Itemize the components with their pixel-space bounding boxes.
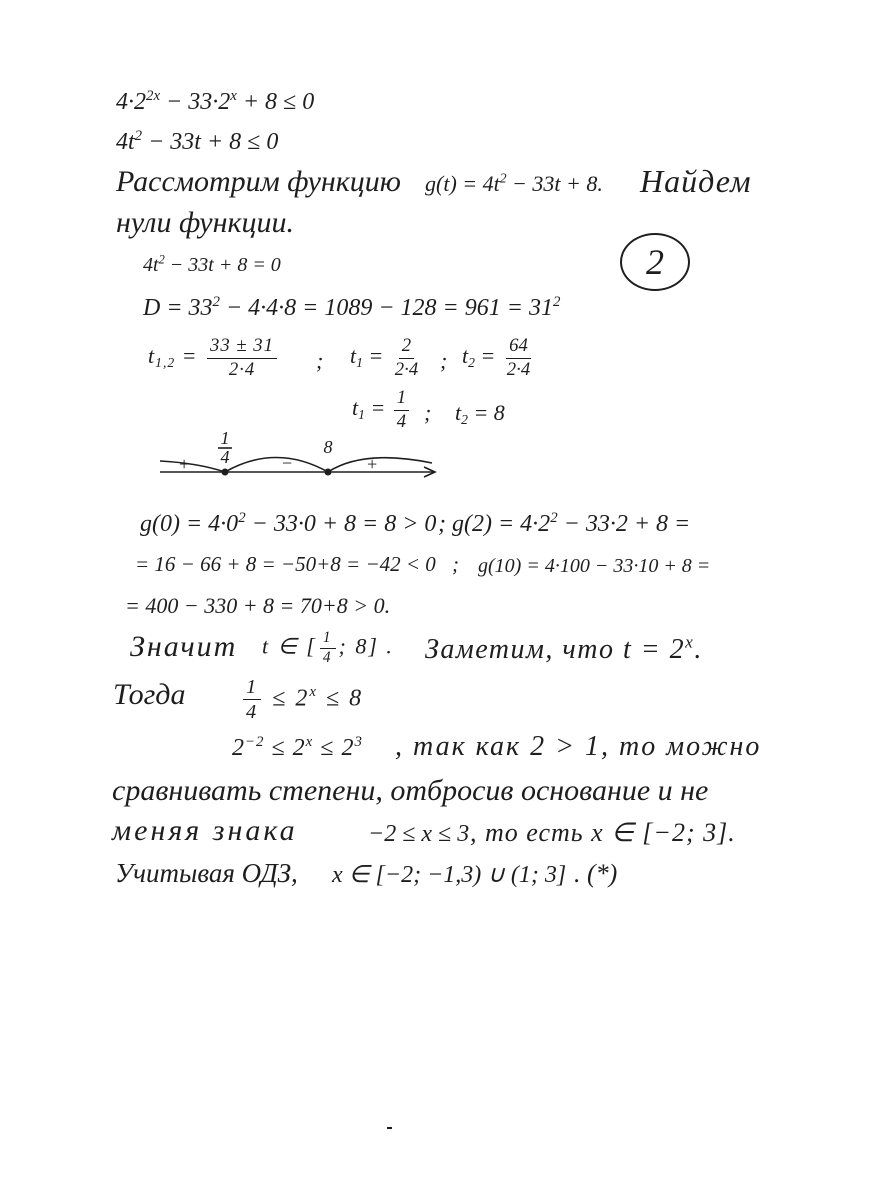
variable: t xyxy=(455,400,462,425)
separator: ; xyxy=(438,511,446,537)
variable: t xyxy=(350,343,357,369)
equals: = xyxy=(362,343,389,369)
root-two-formula xyxy=(462,336,536,380)
check-g2 xyxy=(452,509,691,537)
equals: = xyxy=(364,395,391,421)
subscript: 1,2 xyxy=(155,354,176,370)
exponent: 3 xyxy=(354,733,363,750)
denominator: 4 xyxy=(396,410,407,432)
check-g10: g(10) = 4·100 − 33·10 + 8 = xyxy=(478,555,711,577)
term: ≤ 2 xyxy=(313,735,355,761)
power-inequality xyxy=(232,733,363,761)
term: D = 33 xyxy=(143,295,213,321)
term: − 33t + 8 = 0 xyxy=(164,254,281,276)
equals: = 8 xyxy=(467,400,505,425)
term: − 33·0 + 8 = 8 > 0 xyxy=(245,511,437,537)
sign-left: + xyxy=(177,454,191,474)
exponent: 2 xyxy=(158,252,165,267)
function-zeros-text: нули функции. xyxy=(116,206,295,239)
compare-powers-text: сравнивать степени, отбросив основание и не xyxy=(112,774,709,807)
term: Заметим, что t = 2 xyxy=(425,634,686,665)
term: g(t) = 4t xyxy=(425,171,500,196)
denominator: 2·4 xyxy=(228,358,256,380)
term: − 4·4·8 = 1089 − 128 = 961 = 31 xyxy=(219,295,553,321)
term: ≤ 8 xyxy=(317,685,364,712)
variable: t xyxy=(352,395,359,421)
exponent: 2 xyxy=(552,293,561,310)
subscript: 1 xyxy=(358,406,365,422)
check-g10-result: = 400 − 330 + 8 = 70+8 > 0. xyxy=(125,593,391,618)
root-label-numerator: 1 xyxy=(220,428,230,448)
exponent: 2 xyxy=(134,127,143,144)
numerator: 1 xyxy=(394,388,409,411)
stray-mark xyxy=(387,1127,392,1129)
number-line xyxy=(150,425,450,487)
numerator: 64 xyxy=(506,336,531,359)
numerator: 1 xyxy=(243,676,261,700)
denominator: 2·4 xyxy=(506,358,531,380)
fraction xyxy=(320,630,336,667)
term: t ∈ [ xyxy=(262,633,317,659)
exponent: 2 xyxy=(550,509,558,526)
exponent: 2x xyxy=(146,87,161,104)
sign-arc-middle xyxy=(225,458,328,473)
separator: ; xyxy=(452,552,459,576)
domain-text: Учитывая ОДЗ, xyxy=(115,858,298,888)
exponent-inequality: −2 ≤ x ≤ 3 xyxy=(368,821,470,847)
term: + 8 ≤ 0 xyxy=(236,89,315,115)
term: 2 xyxy=(232,735,245,761)
exponent: x xyxy=(305,733,314,750)
term: − 33·2 + 8 = xyxy=(557,511,691,537)
solution-set-t xyxy=(262,630,394,667)
term: − 33t + 8 ≤ 0 xyxy=(142,129,279,155)
term: g(2) = 4·2 xyxy=(452,511,551,537)
root-two-value xyxy=(455,400,505,427)
fraction xyxy=(243,676,261,724)
root-point-eight xyxy=(325,469,332,476)
fraction xyxy=(392,336,421,380)
root-label-denominator: 4 xyxy=(220,447,230,467)
answer-mark: . (*) xyxy=(574,859,618,888)
equals: = xyxy=(175,343,205,369)
fraction xyxy=(207,336,277,380)
numerator: 2 xyxy=(399,336,414,359)
variable: t xyxy=(148,343,156,369)
power-reason: , так как 2 > 1, то можно xyxy=(395,731,762,762)
root-point-quarter xyxy=(222,469,229,476)
subscript: 2 xyxy=(468,354,475,370)
denominator: 4 xyxy=(322,648,333,666)
separator: ; xyxy=(440,348,448,373)
roots-general-formula xyxy=(148,336,280,380)
original-inequality xyxy=(116,87,315,115)
fraction xyxy=(504,336,533,380)
separator: ; xyxy=(424,400,432,425)
term: − 33·2 xyxy=(160,89,231,115)
exponent: x xyxy=(685,632,695,652)
term: g(0) = 4·0 xyxy=(140,511,239,537)
substitution-note xyxy=(425,632,703,665)
discriminant xyxy=(143,293,561,321)
denominator: 4 xyxy=(246,701,259,724)
sign-arc-left xyxy=(160,461,225,472)
quadratic-equation xyxy=(143,252,281,276)
term: ≤ 2 xyxy=(264,685,310,712)
final-answer-set: x ∈ [−2; −1,3) ∪ (1; 3] xyxy=(332,862,567,888)
numerator: 33 ± 31 xyxy=(207,336,277,359)
term: ; 8] . xyxy=(338,633,394,659)
substituted-inequality xyxy=(116,127,279,155)
conclusion-word: Значит xyxy=(130,630,238,663)
exponent: −2 xyxy=(245,733,265,750)
function-definition xyxy=(425,170,603,196)
numerator: 1 xyxy=(320,630,336,649)
check-g0 xyxy=(140,509,437,537)
exponent: 2 xyxy=(212,293,220,310)
term: − 33t + 8. xyxy=(506,171,603,196)
root-one-formula xyxy=(350,336,424,380)
exponential-inequality xyxy=(240,676,363,724)
then-word: Тогда xyxy=(113,678,186,711)
root-label-eight: 8 xyxy=(323,437,333,457)
subscript: 2 xyxy=(461,411,468,427)
sign-right: + xyxy=(365,454,379,474)
equals: = xyxy=(474,343,501,369)
check-g2-result: = 16 − 66 + 8 = −50+8 = −42 < 0 xyxy=(135,552,436,576)
variable: t xyxy=(462,343,469,369)
keep-sign-text: меняя знака xyxy=(112,814,298,847)
exponent: 2 xyxy=(238,509,246,526)
separator: ; xyxy=(316,348,324,373)
consider-function-text: Рассмотрим функцию xyxy=(116,165,401,198)
sign-middle: − xyxy=(280,453,294,473)
exponent: 2 xyxy=(499,170,507,186)
term: . xyxy=(694,634,703,665)
find-text: Найдем xyxy=(640,163,752,199)
step-number-badge: 2 xyxy=(620,233,690,291)
term: 4·2 xyxy=(116,89,146,115)
x-interval-result: , то есть x ∈ [−2; 3]. xyxy=(470,818,736,847)
term: 4t xyxy=(116,129,135,155)
exponent: x xyxy=(230,87,237,104)
subscript: 1 xyxy=(356,354,363,370)
sign-arc-right xyxy=(328,458,432,472)
exponent: x xyxy=(309,684,318,701)
term: 4t xyxy=(143,254,159,276)
term: ≤ 2 xyxy=(264,735,306,761)
denominator: 2·4 xyxy=(394,358,419,380)
